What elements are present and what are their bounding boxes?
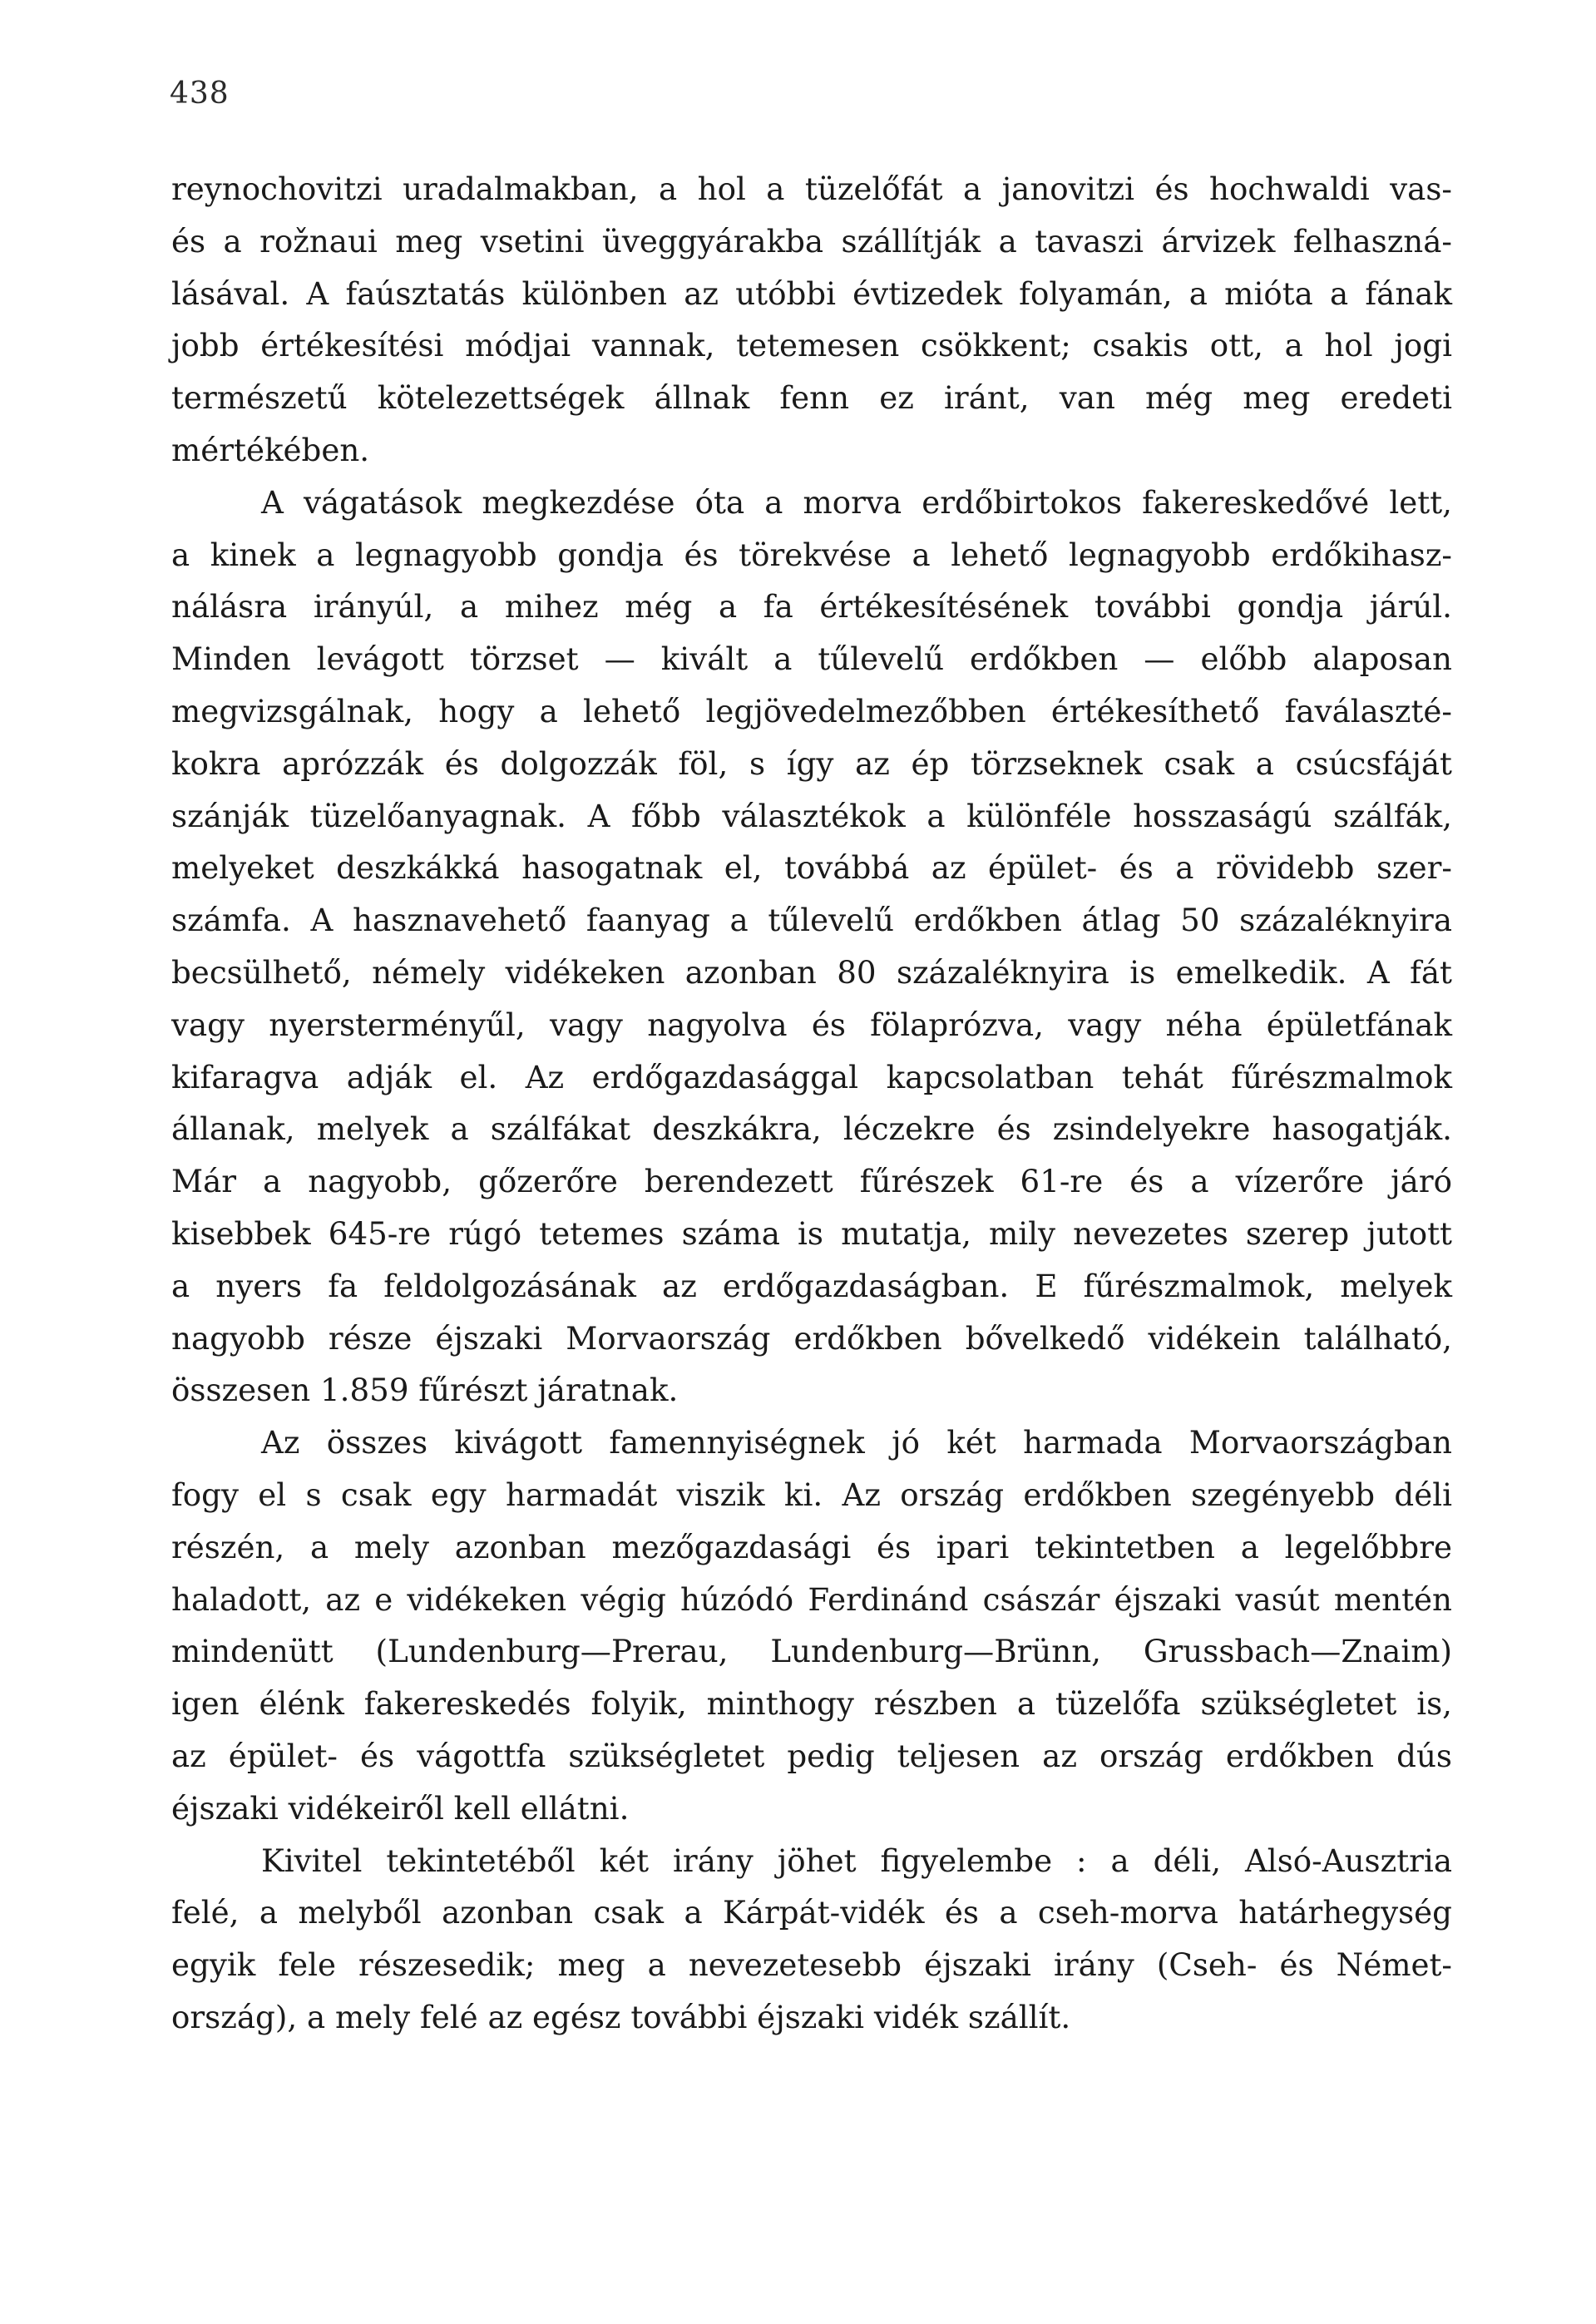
text-line: kokra aprózzák és dolgozzák föl, s így az ép törzseknek csak a csúcsfáját — [171, 744, 1452, 782]
text-line: egyik fele részesedik; meg a nevezetesebb éjszaki irány (Cseh- és Német- — [171, 1946, 1452, 1984]
text-line: igen élénk fakereskedés folyik, minthogy részben a tüzelőfa szükségletet is, — [171, 1685, 1452, 1723]
text-line: kifaragva adják el. Az erdőgazdasággal kapcsolatban tehát fűrészmalmok — [171, 1058, 1452, 1095]
text-line: a nyers fa feldolgozásának az erdőgazdaságban. E fűrészmalmok, melyek — [171, 1267, 1452, 1304]
text-line: jobb értékesítési módjai vannak, tetemesen csökkent; csakis ott, a hol jogi — [171, 327, 1452, 364]
text-line: nagyobb része éjszaki Morvaország erdőkben bővelkedő vidékein található, — [171, 1319, 1452, 1357]
paragraph-4 — [171, 1835, 1452, 2044]
text-line: természetű kötelezettségek állnak fenn ez iránt, van még meg eredeti — [171, 379, 1452, 417]
text-line: az épület- és vágottfa szükségletet pedig teljesen az ország erdőkben dús — [171, 1737, 1452, 1774]
text-line: részén, a mely azonban mezőgazdasági és ipari tekintetben a legelőbbre — [171, 1528, 1452, 1565]
text-line: állanak, melyek a szálfákat deszkákra, léczekre és zsindelyekre hasogatják. — [171, 1110, 1452, 1148]
text-line: lásával. A faúsztatás különben az utóbbi évtizedek folyamán, a mióta a fának — [171, 274, 1452, 312]
text-line: kisebbek 645-re rúgó tetemes száma is mutatja, mily nevezetes szerep jutott — [171, 1214, 1452, 1252]
text-line — [171, 1835, 1452, 1887]
text-line: megvizsgálnak, hogy a lehető legjövedelmezőbben értékesíthető faválaszté- — [171, 692, 1452, 729]
text-line: fogy el s csak egy harmadát viszik ki. Az ország erdőkben szegényebb déli — [171, 1476, 1452, 1513]
page-number: 438 — [170, 77, 230, 111]
text-line: haladott, az e vidékeken végig húzódó Ferdinánd császár éjszaki vasút mentén — [171, 1580, 1452, 1618]
text-line: összesen 1.859 fűrészt járatnak. — [171, 1372, 679, 1409]
text-line: és a rožnaui meg vsetini üveggyárakba szállítják a tavaszi árvizek felhaszná- — [171, 222, 1452, 260]
text-line: melyeket deszkákká hasogatnak el, továbbá az épület- és a rövidebb szer- — [171, 849, 1452, 887]
text-line-content: Kivitel tekintetéből két irány jöhet figyelembe : a déli, Alsó-Ausztria — [261, 1842, 1452, 1879]
text-line: mindenütt (Lundenburg—Prerau, Lundenburg—Brünn, Grussbach—Znaim) — [171, 1633, 1452, 1670]
text-line — [171, 477, 1452, 529]
text-line — [171, 1417, 1452, 1469]
text-line: éjszaki vidékeiről kell ellátni. — [171, 1789, 630, 1827]
text-line-content: Az összes kivágott famennyiségnek jó két harmada Morvaországban — [261, 1424, 1452, 1461]
text-line: Minden levágott törzset — kivált a tűlevelű erdőkben — előbb alaposan — [171, 640, 1452, 678]
text-line: reynochovitzi uradalmakban, a hol a tüzelőfát a janovitzi és hochwaldi vas- — [171, 171, 1452, 207]
text-line: Már a nagyobb, gőzerőre berendezett fűrészek 61-re és a vízerőre járó — [171, 1163, 1452, 1200]
text-line: felé, a melyből azonban csak a Kárpát-vidék és a cseh-morva határhegység — [171, 1894, 1452, 1931]
text-line: vagy nyersterményűl, vagy nagyolva és fölaprózva, vagy néha épületfának — [171, 1006, 1452, 1043]
body-text — [171, 163, 1452, 2044]
text-line: számfa. A hasznavehető faanyag a tűlevelű erdőkben átlag 50 százaléknyira — [171, 902, 1452, 939]
text-line: mértékében. — [171, 431, 370, 468]
text-line: ország), a mely felé az egész további éjszaki vidék szállít. — [171, 1998, 1071, 2035]
paragraph-1 — [171, 163, 1452, 477]
paragraph-3 — [171, 1417, 1452, 1834]
text-line: a kinek a legnagyobb gondja és törekvése a lehető legnagyobb erdőkihasz- — [171, 536, 1452, 573]
text-line: nálásra irányúl, a mihez még a fa értékesítésének további gondja járúl. — [171, 588, 1452, 626]
text-line: becsülhető, némely vidékeken azonban 80 százaléknyira is emelkedik. A fát — [171, 953, 1452, 991]
text-line-content: A vágatások megkezdése óta a morva erdőbirtokos fakereskedővé lett, — [261, 483, 1452, 521]
text-line: szánják tüzelőanyagnak. A főbb választékok a különféle hosszaságú szálfák, — [171, 797, 1452, 834]
paragraph-2 — [171, 477, 1452, 1417]
